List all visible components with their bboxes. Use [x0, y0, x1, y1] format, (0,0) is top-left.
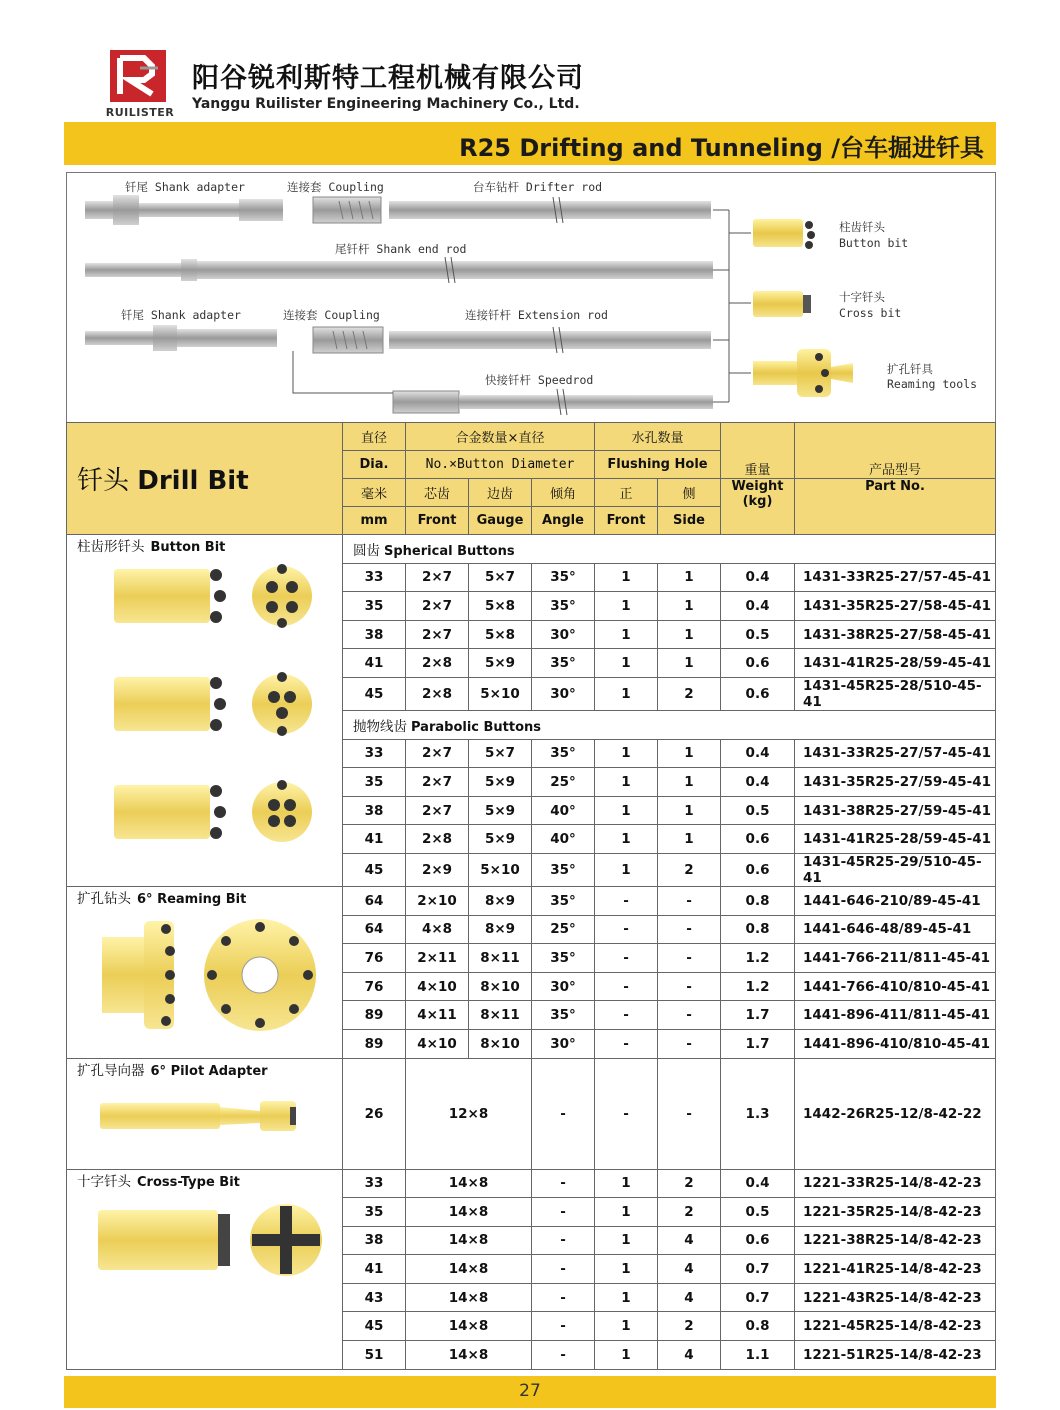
cell-gauge: 8×11	[469, 944, 532, 973]
cell-weight: 0.7	[721, 1283, 795, 1312]
cell-flush-front: 1	[595, 592, 658, 621]
cell-dia: 35	[343, 768, 406, 797]
cell-dia: 64	[343, 886, 406, 915]
cell-flush-side: -	[658, 1029, 721, 1058]
cell-part-no: 1441-646-210/89-45-41	[795, 886, 996, 915]
cell-gauge: 8×10	[469, 1029, 532, 1058]
table-row	[67, 1169, 996, 1198]
table-row	[67, 1058, 996, 1169]
cell-flush-side: -	[658, 1058, 721, 1169]
cell-weight: 1.3	[721, 1058, 795, 1169]
coupling-1	[313, 197, 381, 223]
cell-angle: 35°	[532, 853, 595, 886]
cell-angle: 30°	[532, 1029, 595, 1058]
cell-weight: 0.7	[721, 1255, 795, 1284]
cell-flush-front: 1	[595, 649, 658, 678]
cell-dia: 41	[343, 825, 406, 854]
hdr-front-cn: 芯齿	[406, 479, 469, 507]
cell-angle: -	[532, 1226, 595, 1255]
cell-front: 2×7	[406, 796, 469, 825]
cell-weight: 0.4	[721, 592, 795, 621]
cell-angle: 35°	[532, 739, 595, 768]
category-cell-cross	[67, 1169, 343, 1369]
cell-flush-side: 2	[658, 1169, 721, 1198]
cell-gauge: 5×7	[469, 739, 532, 768]
logo-wordmark: RUILISTER	[105, 106, 175, 119]
cell-weight: 0.5	[721, 620, 795, 649]
cell-weight: 0.6	[721, 1226, 795, 1255]
cell-weight: 0.4	[721, 1169, 795, 1198]
cell-flush-front: -	[595, 886, 658, 915]
cell-part-no: 1431-35R25-27/59-45-41	[795, 768, 996, 797]
cell-front: 2×9	[406, 853, 469, 886]
label-shank-adapter-2: 钎尾 Shank adapter	[121, 308, 241, 322]
cell-flush-front: 1	[595, 677, 658, 710]
cell-part-no: 1431-45R25-28/510-45-41	[795, 677, 996, 710]
label-button-bit-en: Button bit	[839, 236, 909, 250]
cell-dia: 41	[343, 649, 406, 678]
cell-flush-front: -	[595, 1058, 658, 1169]
hdr-part-en: Part No.	[795, 479, 996, 535]
label-drifter-rod: 台车钻杆 Drifter rod	[473, 180, 603, 194]
cell-gauge: 8×9	[469, 886, 532, 915]
cell-angle: -	[532, 1058, 595, 1169]
cell-flush-side: 1	[658, 825, 721, 854]
cell-flush-side: -	[658, 886, 721, 915]
cell-flush-side: 4	[658, 1255, 721, 1284]
cell-part-no: 1441-766-410/810-45-41	[795, 972, 996, 1001]
button-bit-illustration	[753, 219, 815, 249]
cell-flush-front: 1	[595, 1226, 658, 1255]
label-cross-bit-cn: 十字钎头	[839, 290, 885, 304]
cell-gauge: 8×10	[469, 972, 532, 1001]
cell-front: 4×8	[406, 915, 469, 944]
cell-front: 2×7	[406, 768, 469, 797]
cell-dia: 38	[343, 1226, 406, 1255]
cell-part-no: 1431-41R25-28/59-45-41	[795, 649, 996, 678]
cell-flush-side: -	[658, 944, 721, 973]
hdr-part-cn: 产品型号	[795, 423, 996, 479]
cell-front: 2×7	[406, 620, 469, 649]
cell-weight: 0.4	[721, 739, 795, 768]
cell-gauge: 5×10	[469, 853, 532, 886]
cell-gauge: 5×9	[469, 649, 532, 678]
cell-flush-front: 1	[595, 1312, 658, 1341]
subheading-cn: 圆齿	[353, 542, 380, 559]
cell-dia: 51	[343, 1341, 406, 1370]
cell-part-no: 1221-35R25-14/8-42-23	[795, 1198, 996, 1227]
cell-buttons: 14×8	[406, 1283, 532, 1312]
label-button-bit-cn: 柱齿钎头	[839, 220, 885, 234]
company-name-cn: 阳谷锐利斯特工程机械有限公司	[192, 63, 584, 94]
table-title: 钎头 Drill Bit	[67, 423, 343, 535]
subheading-cn: 抛物线齿	[353, 718, 407, 735]
cell-dia: 38	[343, 796, 406, 825]
hdr-weight-en: Weight (kg)	[721, 479, 795, 535]
cell-dia: 35	[343, 1198, 406, 1227]
cell-dia: 38	[343, 620, 406, 649]
footer-band	[64, 1376, 996, 1408]
rod-assembly-diagram	[66, 172, 996, 424]
cell-flush-side: 2	[658, 1312, 721, 1341]
coupling-2	[313, 327, 383, 353]
cell-part-no: 1221-51R25-14/8-42-23	[795, 1341, 996, 1370]
cell-flush-side: 1	[658, 768, 721, 797]
cell-weight: 1.1	[721, 1341, 795, 1370]
cell-part-no: 1441-896-411/811-45-41	[795, 1001, 996, 1030]
shank-adapter-2	[85, 325, 277, 351]
cell-angle: -	[532, 1255, 595, 1284]
category-name-en: Button Bit	[150, 540, 226, 555]
hdr-angle-cn: 倾角	[532, 479, 595, 507]
cross-bit-illustration	[90, 1198, 330, 1288]
cell-part-no: 1221-41R25-14/8-42-23	[795, 1255, 996, 1284]
hdr-fside-en: Side	[658, 507, 721, 535]
cell-flush-side: 2	[658, 677, 721, 710]
cell-dia: 76	[343, 944, 406, 973]
label-cross-bit-en: Cross bit	[839, 306, 902, 320]
extension-rod	[389, 327, 711, 353]
cell-dia: 64	[343, 915, 406, 944]
cell-part-no: 1442-26R25-12/8-42-22	[795, 1058, 996, 1169]
label-reaming-en: Reaming tools	[887, 377, 978, 391]
cell-weight: 0.6	[721, 677, 795, 710]
cell-angle: -	[532, 1283, 595, 1312]
cell-flush-side: 4	[658, 1226, 721, 1255]
cell-flush-side: 4	[658, 1283, 721, 1312]
cell-dia: 76	[343, 972, 406, 1001]
page-number: 27	[519, 1381, 541, 1401]
cell-gauge: 5×8	[469, 592, 532, 621]
company-name-en: Yanggu Ruilister Engineering Machinery Co., Ltd.	[192, 96, 580, 112]
cell-front: 2×8	[406, 677, 469, 710]
cell-angle: -	[532, 1169, 595, 1198]
cell-part-no: 1221-43R25-14/8-42-23	[795, 1283, 996, 1312]
cell-front: 2×7	[406, 592, 469, 621]
cell-weight: 1.7	[721, 1001, 795, 1030]
cell-part-no: 1441-896-410/810-45-41	[795, 1029, 996, 1058]
hdr-dia-cn: 直径	[343, 423, 406, 451]
hdr-fside-cn: 侧	[658, 479, 721, 507]
page-title: R25 Drifting and Tunneling /台车掘进钎具	[459, 134, 984, 162]
hdr-alloy-en: No.×Button Diameter	[406, 451, 595, 479]
cell-dia: 33	[343, 739, 406, 768]
cell-dia: 89	[343, 1029, 406, 1058]
cell-gauge: 5×10	[469, 677, 532, 710]
cell-weight: 0.6	[721, 853, 795, 886]
cell-dia: 26	[343, 1058, 406, 1169]
cell-flush-front: 1	[595, 1169, 658, 1198]
cell-part-no: 1431-35R25-27/58-45-41	[795, 592, 996, 621]
category-name-cn: 扩孔钻头	[77, 890, 131, 907]
cell-angle: 35°	[532, 649, 595, 678]
drifter-rod	[389, 197, 711, 223]
cell-flush-side: 2	[658, 1198, 721, 1227]
cell-angle: 30°	[532, 677, 595, 710]
subheading-spherical	[343, 535, 996, 564]
cell-flush-front: 1	[595, 1341, 658, 1370]
cell-flush-front: 1	[595, 1255, 658, 1284]
cell-weight: 0.8	[721, 915, 795, 944]
reaming-tool-illustration	[753, 349, 853, 397]
hdr-angle-en: Angle	[532, 507, 595, 535]
category-name-en: 6° Pilot Adapter	[150, 1063, 268, 1079]
cell-angle: -	[532, 1341, 595, 1370]
cell-dia: 45	[343, 853, 406, 886]
cell-flush-side: 1	[658, 563, 721, 592]
cell-gauge: 5×9	[469, 825, 532, 854]
cell-angle: 35°	[532, 886, 595, 915]
cell-buttons: 14×8	[406, 1226, 532, 1255]
cell-buttons: 12×8	[406, 1058, 532, 1169]
category-name-en: Cross-Type Bit	[137, 1174, 240, 1190]
cell-dia: 33	[343, 1169, 406, 1198]
cell-angle: 30°	[532, 972, 595, 1001]
category-cell-pilot	[67, 1058, 343, 1169]
cell-front: 4×11	[406, 1001, 469, 1030]
shank-adapter-1	[85, 195, 283, 225]
cell-gauge: 5×7	[469, 563, 532, 592]
cell-weight: 1.7	[721, 1029, 795, 1058]
hdr-dia-unit-cn: 毫米	[343, 479, 406, 507]
cross-bit-illustration	[753, 291, 811, 317]
cell-gauge: 8×11	[469, 1001, 532, 1030]
subheading-parabolic	[343, 710, 996, 739]
cell-angle: 25°	[532, 768, 595, 797]
cell-flush-side: 2	[658, 853, 721, 886]
hdr-ffront-en: Front	[595, 507, 658, 535]
cell-flush-side: -	[658, 972, 721, 1001]
cell-gauge: 5×9	[469, 796, 532, 825]
hdr-flush-cn: 水孔数量	[595, 423, 721, 451]
button-bit-illustrations	[90, 563, 330, 853]
cell-front: 4×10	[406, 972, 469, 1001]
cell-weight: 0.5	[721, 796, 795, 825]
cell-flush-front: 1	[595, 1283, 658, 1312]
cell-gauge: 8×9	[469, 915, 532, 944]
cell-front: 2×11	[406, 944, 469, 973]
cell-flush-front: 1	[595, 853, 658, 886]
label-extension-rod: 连接钎杆 Extension rod	[465, 308, 608, 322]
cell-part-no: 1441-766-211/811-45-41	[795, 944, 996, 973]
cell-angle: 35°	[532, 563, 595, 592]
cell-buttons: 14×8	[406, 1312, 532, 1341]
subheading-en: Parabolic Buttons	[411, 719, 542, 735]
cell-buttons: 14×8	[406, 1198, 532, 1227]
cell-weight: 0.4	[721, 768, 795, 797]
cell-dia: 35	[343, 592, 406, 621]
category-cell-button	[67, 535, 343, 887]
cell-part-no: 1431-33R25-27/57-45-41	[795, 563, 996, 592]
cell-front: 2×7	[406, 739, 469, 768]
category-cell-reaming	[67, 886, 343, 1058]
cell-angle: 40°	[532, 825, 595, 854]
cell-buttons: 14×8	[406, 1169, 532, 1198]
subheading-en: Spherical Buttons	[384, 543, 515, 559]
cell-weight: 0.8	[721, 886, 795, 915]
shank-end-rod	[85, 257, 713, 283]
cell-weight: 1.2	[721, 944, 795, 973]
cell-flush-side: 4	[658, 1341, 721, 1370]
cell-part-no: 1221-45R25-14/8-42-23	[795, 1312, 996, 1341]
cell-gauge: 5×9	[469, 768, 532, 797]
cell-weight: 0.6	[721, 825, 795, 854]
label-shank-adapter-1: 钎尾 Shank adapter	[125, 180, 245, 194]
category-name-en: 6° Reaming Bit	[137, 891, 247, 907]
label-coupling-1: 连接套 Coupling	[287, 180, 384, 194]
speedrod	[393, 389, 713, 415]
hdr-ffront-cn: 正	[595, 479, 658, 507]
cell-flush-front: -	[595, 1029, 658, 1058]
cell-flush-side: 1	[658, 796, 721, 825]
hdr-flush-en: Flushing Hole	[595, 451, 721, 479]
hdr-dia-unit: mm	[343, 507, 406, 535]
category-name-cn: 十字钎头	[77, 1173, 131, 1190]
label-reaming-cn: 扩孔钎具	[887, 362, 933, 376]
cell-dia: 41	[343, 1255, 406, 1284]
category-name-cn: 扩孔导向器	[77, 1062, 145, 1079]
cell-flush-front: -	[595, 915, 658, 944]
cell-front: 2×8	[406, 825, 469, 854]
table-row	[67, 886, 996, 915]
category-name-cn: 柱齿形钎头	[77, 539, 145, 555]
cell-flush-front: 1	[595, 796, 658, 825]
cell-angle: 40°	[532, 796, 595, 825]
cell-angle: 35°	[532, 944, 595, 973]
label-speedrod: 快接钎杆 Speedrod	[485, 373, 594, 387]
cell-part-no: 1221-38R25-14/8-42-23	[795, 1226, 996, 1255]
cell-flush-side: 1	[658, 649, 721, 678]
cell-flush-side: 1	[658, 592, 721, 621]
drill-bit-spec-table	[66, 422, 996, 1370]
reaming-bit-illustration	[90, 915, 330, 1035]
cell-flush-side: 1	[658, 620, 721, 649]
cell-weight: 0.6	[721, 649, 795, 678]
hdr-alloy-cn: 合金数量×直径	[406, 423, 595, 451]
cell-angle: 25°	[532, 915, 595, 944]
title-band	[64, 122, 996, 165]
cell-flush-front: 1	[595, 739, 658, 768]
cell-flush-front: -	[595, 944, 658, 973]
cell-flush-front: -	[595, 1001, 658, 1030]
cell-angle: 30°	[532, 620, 595, 649]
cell-angle: -	[532, 1312, 595, 1341]
cell-dia: 33	[343, 563, 406, 592]
cell-weight: 1.2	[721, 972, 795, 1001]
hdr-dia-en: Dia.	[343, 451, 406, 479]
cell-part-no: 1431-41R25-28/59-45-41	[795, 825, 996, 854]
cell-flush-side: -	[658, 1001, 721, 1030]
cell-front: 2×10	[406, 886, 469, 915]
cell-buttons: 14×8	[406, 1255, 532, 1284]
hdr-gauge-cn: 边齿	[469, 479, 532, 507]
label-coupling-2: 连接套 Coupling	[283, 308, 380, 322]
pilot-adapter-illustration	[90, 1087, 330, 1147]
hdr-front-en: Front	[406, 507, 469, 535]
cell-flush-side: -	[658, 915, 721, 944]
cell-flush-front: 1	[595, 768, 658, 797]
cell-front: 4×10	[406, 1029, 469, 1058]
cell-weight: 0.4	[721, 563, 795, 592]
cell-dia: 45	[343, 677, 406, 710]
cell-part-no: 1431-33R25-27/57-45-41	[795, 739, 996, 768]
hdr-weight-cn: 重量	[721, 423, 795, 479]
cell-angle: -	[532, 1198, 595, 1227]
cell-dia: 89	[343, 1001, 406, 1030]
cell-dia: 45	[343, 1312, 406, 1341]
cell-angle: 35°	[532, 1001, 595, 1030]
cell-front: 2×7	[406, 563, 469, 592]
cell-part-no: 1431-38R25-27/58-45-41	[795, 620, 996, 649]
cell-weight: 0.5	[721, 1198, 795, 1227]
cell-part-no: 1441-646-48/89-45-41	[795, 915, 996, 944]
subheading-row	[67, 535, 996, 564]
label-shank-end-rod: 尾钎杆 Shank end rod	[335, 242, 467, 256]
cell-part-no: 1431-38R25-27/59-45-41	[795, 796, 996, 825]
cell-part-no: 1431-45R25-29/510-45-41	[795, 853, 996, 886]
cell-part-no: 1221-33R25-14/8-42-23	[795, 1169, 996, 1198]
hdr-gauge-en: Gauge	[469, 507, 532, 535]
cell-gauge: 5×8	[469, 620, 532, 649]
cell-buttons: 14×8	[406, 1341, 532, 1370]
cell-angle: 35°	[532, 592, 595, 621]
cell-flush-front: 1	[595, 1198, 658, 1227]
cell-flush-side: 1	[658, 739, 721, 768]
cell-front: 2×8	[406, 649, 469, 678]
cell-flush-front: 1	[595, 620, 658, 649]
cell-flush-front: -	[595, 972, 658, 1001]
cell-flush-front: 1	[595, 563, 658, 592]
cell-dia: 43	[343, 1283, 406, 1312]
cell-flush-front: 1	[595, 825, 658, 854]
cell-weight: 0.8	[721, 1312, 795, 1341]
